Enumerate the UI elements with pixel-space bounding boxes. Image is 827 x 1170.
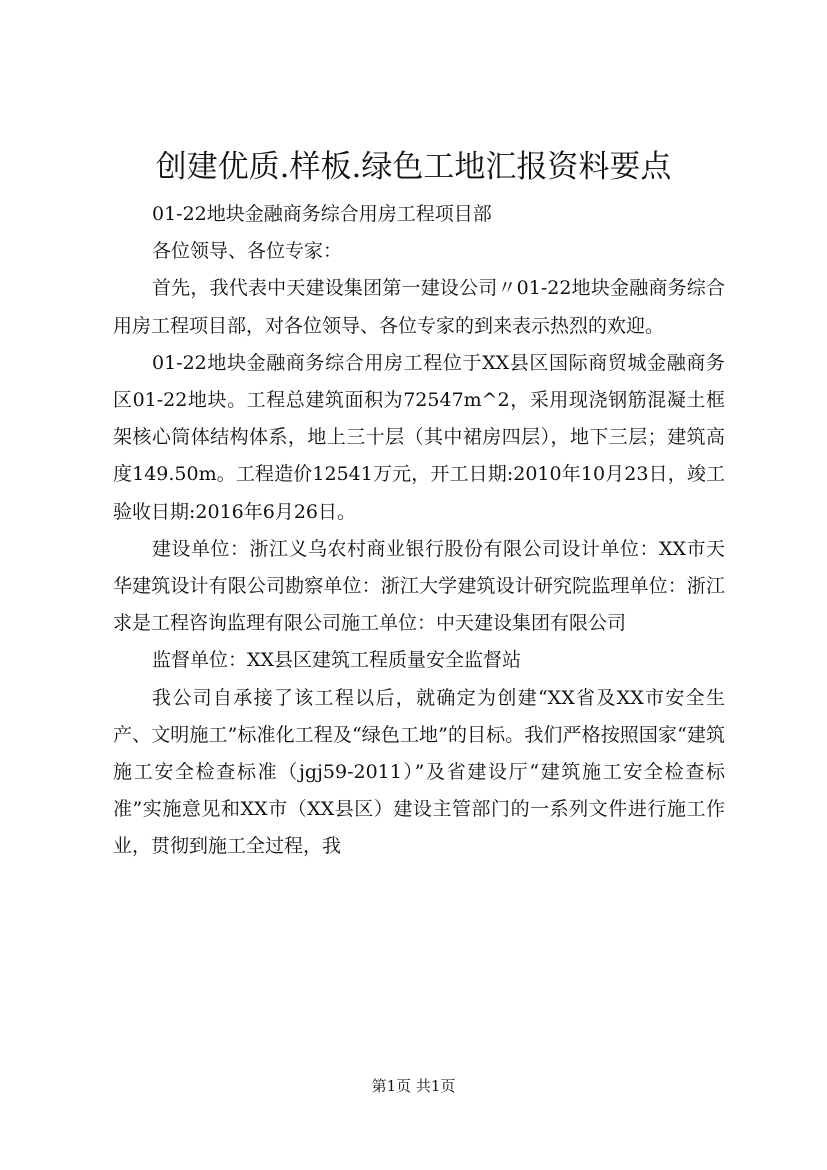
document-title: 创建优质.样板.绿色工地汇报资料要点: [155, 149, 672, 185]
paragraph-participating-units: 建设单位：浙江义乌农村商业银行股份有限公司设计单位：XX市天华建筑设计有限公司勘察单位：浙江大学建筑设计研究院监理单位：浙江求是工程咨询监理有限公司施工单位：中天建设集团有限公司: [113, 537, 725, 635]
paragraph-project-overview: 01-22地块金融商务综合用房工程位于XX县区国际商贸城金融商务区01-22地块。工程总建筑面积为72547m^2，采用现浇钢筋混凝土框架核心筒体结构体系，地上三十层（其中裙房四层），地下三层；建筑高度149.50m。工程造价12541万元，开工日期:2010年10月23日，竣工验收日期:2016年6月26日。: [113, 351, 725, 523]
paragraph-goals: 我公司自承接了该工程以后，就确定为创建“XX省及XX市安全生产、文明施工”标准化工程及“绿色工地”的目标。我们严格按照国家“建筑施工安全检查标准（jgj59-2011）”及省建设厅“建筑施工安全检查标准”实施意见和XX市（XX县区）建设主管部门的一系列文件进行施工作业，贯彻到施工全过程，我: [113, 686, 725, 858]
paragraph-project-dept: 01-22地块金融商务综合用房工程项目部: [152, 203, 492, 225]
paragraph-welcome: 首先，我代表中天建设集团第一建设公司〃01-22地块金融商务综合用房工程项目部，对各位领导、各位专家的到来表示热烈的欢迎。: [113, 277, 725, 337]
paragraph-greeting: 各位领导、各位专家：: [152, 240, 343, 263]
document-body: [113, 196, 725, 866]
paragraph-supervision-unit: 监督单位：XX县区建筑工程质量安全监督站: [152, 649, 522, 672]
page-footer: 第1页 共1页: [371, 1077, 456, 1095]
